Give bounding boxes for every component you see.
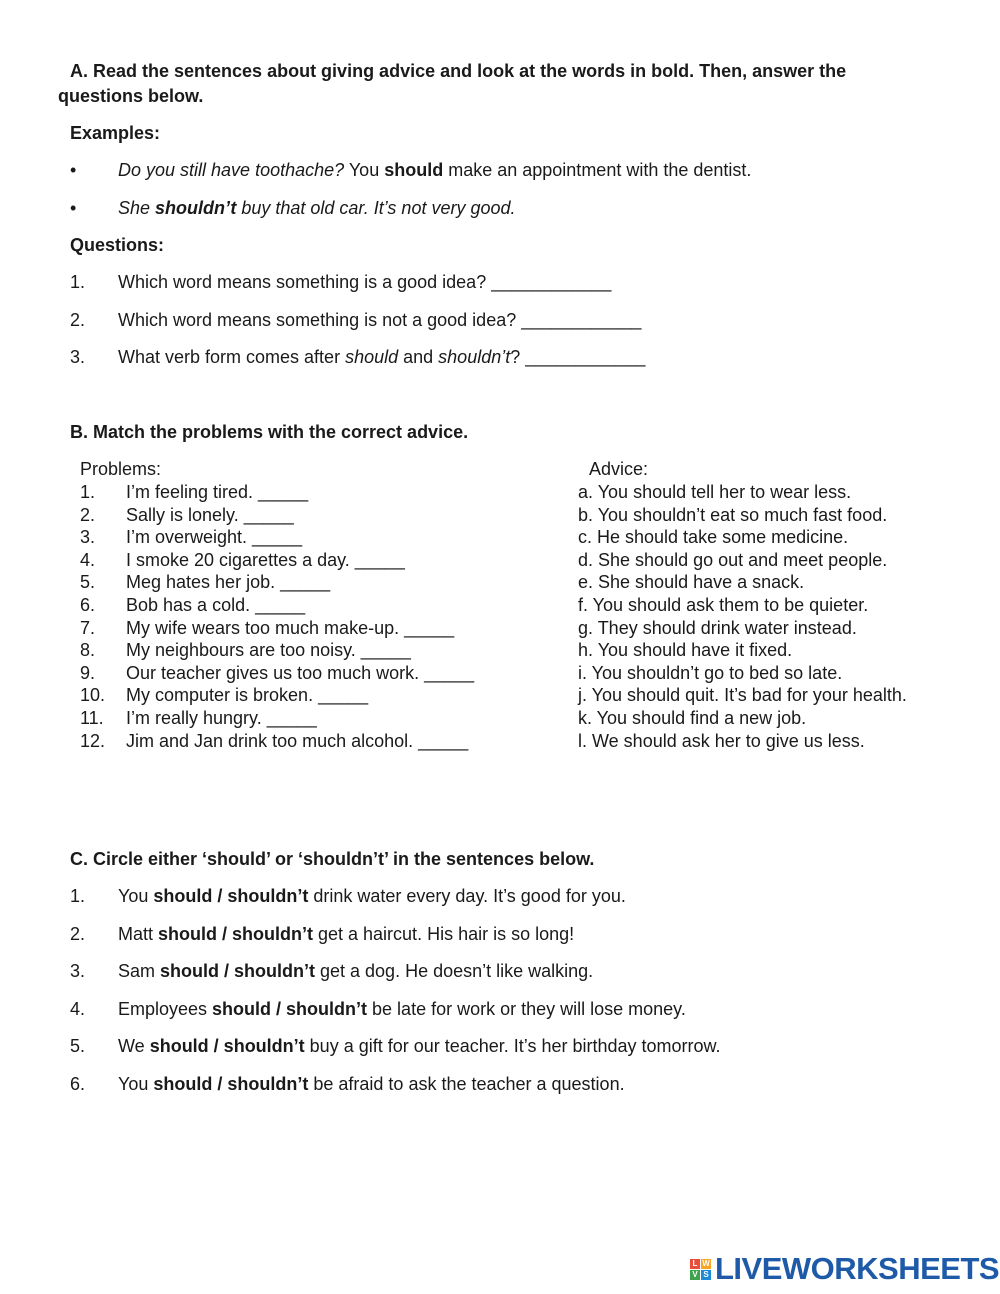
logo-tile: S bbox=[701, 1270, 711, 1280]
problem-row bbox=[0, 572, 560, 594]
section-b-heading: B. Match the problems with the correct advice. bbox=[70, 422, 469, 442]
problem-number: 5. bbox=[80, 572, 96, 593]
example-1 bbox=[0, 160, 1000, 184]
problem-number: 12. bbox=[80, 730, 106, 751]
question-3-post: ? ____________ bbox=[510, 347, 646, 367]
circle-item bbox=[0, 999, 1000, 1023]
circle-item-subject: Matt bbox=[118, 923, 159, 944]
question-3-word2: shouldn’t bbox=[438, 347, 511, 367]
advice-item: g. They should drink water instead. bbox=[578, 617, 857, 638]
problem-row bbox=[0, 595, 560, 617]
problem-row bbox=[0, 618, 560, 640]
circle-item-number: 1. bbox=[70, 886, 86, 906]
problem-number: 8. bbox=[80, 640, 96, 661]
advice-item: f. You should ask them to be quieter. bbox=[578, 595, 869, 615]
section-a-heading-line1: A. Read the sentences about giving advice and look at the words in bold. Then, answer the bbox=[70, 61, 847, 81]
problem-text: I’m overweight. _____ bbox=[126, 527, 303, 548]
problem-text: My neighbours are too noisy. _____ bbox=[126, 640, 411, 661]
problems-label: Problems: bbox=[80, 459, 162, 479]
logo-text: LIVEWORKSHEETS bbox=[715, 1251, 1000, 1286]
example-2-bold: shouldn’t bbox=[155, 198, 237, 218]
circle-item-subject: We bbox=[118, 1036, 150, 1057]
advice-item: e. She should have a snack. bbox=[578, 572, 805, 593]
problem-text: I’m really hungry. _____ bbox=[126, 708, 317, 728]
problem-row bbox=[0, 708, 560, 730]
problem-text: I smoke 20 cigarettes a day. _____ bbox=[126, 549, 405, 570]
logo-tile: W bbox=[702, 1258, 710, 1268]
circle-item-rest: get a dog. He doesn’t like walking. bbox=[315, 961, 594, 982]
problem-number: 11. bbox=[80, 708, 104, 728]
circle-item-subject: Employees bbox=[118, 998, 213, 1019]
problem-number: 9. bbox=[80, 662, 96, 683]
problem-row bbox=[0, 527, 560, 549]
logo-tile: L bbox=[690, 1259, 700, 1269]
circle-item-rest: drink water every day. It’s good for you. bbox=[308, 886, 626, 906]
examples-label: Examples: bbox=[70, 123, 161, 143]
problem-number: 7. bbox=[80, 617, 96, 638]
circle-item-rest: be afraid to ask the teacher a question. bbox=[308, 1074, 625, 1094]
circle-item-rest: get a haircut. His hair is so long! bbox=[313, 923, 575, 944]
advice-item: d. She should go out and meet people. bbox=[578, 549, 888, 570]
problem-row bbox=[0, 731, 560, 753]
liveworksheets-logo bbox=[690, 1252, 999, 1286]
question-1 bbox=[0, 272, 1000, 296]
bullet-icon: • bbox=[70, 160, 77, 180]
advice-item: b. You shouldn’t eat so much fast food. bbox=[578, 504, 888, 525]
problem-text: Jim and Jan drink too much alcohol. _____ bbox=[126, 730, 469, 751]
problem-number: 3. bbox=[80, 527, 96, 548]
problem-text: Sally is lonely. _____ bbox=[126, 504, 294, 525]
circle-item bbox=[0, 1036, 1000, 1060]
question-number: 2. bbox=[70, 310, 86, 330]
should-shouldnt-choice[interactable]: should / shouldn’t bbox=[153, 1074, 309, 1094]
advice-item: i. You shouldn’t go to bed so late. bbox=[578, 662, 843, 683]
advice-item: h. You should have it fixed. bbox=[578, 640, 793, 661]
advice-item: j. You should quit. It’s bad for your health. bbox=[578, 685, 907, 706]
question-3-word1: should bbox=[345, 347, 399, 367]
circle-item-subject: You bbox=[118, 1074, 154, 1094]
bullet-icon: • bbox=[70, 198, 77, 218]
advice-item: a. You should tell her to wear less. bbox=[578, 482, 852, 502]
example-2 bbox=[0, 198, 1000, 222]
circle-item-number: 4. bbox=[70, 998, 86, 1019]
circle-item-subject: Sam bbox=[118, 961, 161, 982]
question-2 bbox=[0, 310, 1000, 334]
example-1-question: Do you still have toothache? bbox=[118, 160, 345, 180]
circle-item-rest: buy a gift for our teacher. It’s her birthday tomorrow. bbox=[304, 1036, 721, 1057]
example-2-pre: She bbox=[118, 198, 156, 218]
advice-label: Advice: bbox=[589, 459, 649, 479]
problem-text: My computer is broken. _____ bbox=[126, 685, 369, 706]
questions-label: Questions: bbox=[70, 235, 165, 255]
circle-item bbox=[0, 924, 1000, 948]
example-2-post: buy that old car. It’s not very good. bbox=[236, 198, 516, 218]
should-shouldnt-choice[interactable]: should / shouldn’t bbox=[212, 998, 368, 1019]
circle-item bbox=[0, 961, 1000, 985]
problem-number: 2. bbox=[80, 504, 96, 525]
section-c-heading: C. Circle either ‘should’ or ‘shouldn’t’ in the sentences below. bbox=[70, 849, 595, 869]
circle-item-number: 2. bbox=[70, 923, 86, 944]
should-shouldnt-choice[interactable]: should / shouldn’t bbox=[153, 886, 309, 906]
question-text: Which word means something is a good idea? ____________ bbox=[118, 272, 612, 292]
question-number: 3. bbox=[70, 347, 86, 367]
circle-item-number: 3. bbox=[70, 961, 86, 982]
problem-number: 6. bbox=[80, 595, 96, 615]
logo-tile: V bbox=[690, 1270, 700, 1280]
problem-row bbox=[0, 640, 560, 662]
problem-row bbox=[0, 685, 560, 707]
problem-row bbox=[0, 482, 560, 504]
problem-row bbox=[0, 550, 560, 572]
circle-item-rest: be late for work or they will lose money. bbox=[367, 998, 686, 1019]
problem-number: 1. bbox=[80, 482, 96, 502]
question-3-mid: and bbox=[398, 347, 439, 367]
advice-item: c. He should take some medicine. bbox=[578, 527, 849, 548]
question-number: 1. bbox=[70, 272, 86, 292]
problem-number: 4. bbox=[80, 549, 96, 570]
question-3 bbox=[0, 347, 1000, 371]
should-shouldnt-choice[interactable]: should / shouldn’t bbox=[158, 923, 313, 944]
should-shouldnt-choice[interactable]: should / shouldn’t bbox=[149, 1036, 305, 1057]
problem-text: I’m feeling tired. _____ bbox=[126, 482, 309, 502]
problem-row bbox=[0, 505, 560, 527]
problem-text: My wife wears too much make-up. _____ bbox=[126, 617, 455, 638]
advice-item: l. We should ask her to give us less. bbox=[578, 730, 865, 751]
problem-row bbox=[0, 663, 560, 685]
example-1-post: make an appointment with the dentist. bbox=[443, 160, 752, 180]
circle-item-number: 6. bbox=[70, 1074, 86, 1094]
example-1-pre: You bbox=[344, 160, 385, 180]
question-text: Which word means something is not a good idea? ____________ bbox=[118, 310, 642, 330]
problem-number: 10. bbox=[80, 685, 106, 706]
should-shouldnt-choice[interactable]: should / shouldn’t bbox=[160, 961, 315, 982]
circle-item-number: 5. bbox=[70, 1036, 86, 1057]
problem-text: Bob has a cold. _____ bbox=[126, 595, 306, 615]
problem-text: Meg hates her job. _____ bbox=[126, 572, 331, 593]
circle-item-subject: You bbox=[118, 886, 154, 906]
logo-mark-icon bbox=[690, 1259, 711, 1280]
circle-item bbox=[0, 886, 1000, 910]
circle-item bbox=[0, 1074, 1000, 1098]
example-1-bold: should bbox=[384, 160, 444, 180]
problem-text: Our teacher gives us too much work. _____ bbox=[126, 662, 475, 683]
advice-item: k. You should find a new job. bbox=[578, 708, 807, 728]
question-3-pre: What verb form comes after bbox=[118, 347, 346, 367]
section-a-heading-line2: questions below. bbox=[58, 86, 204, 106]
